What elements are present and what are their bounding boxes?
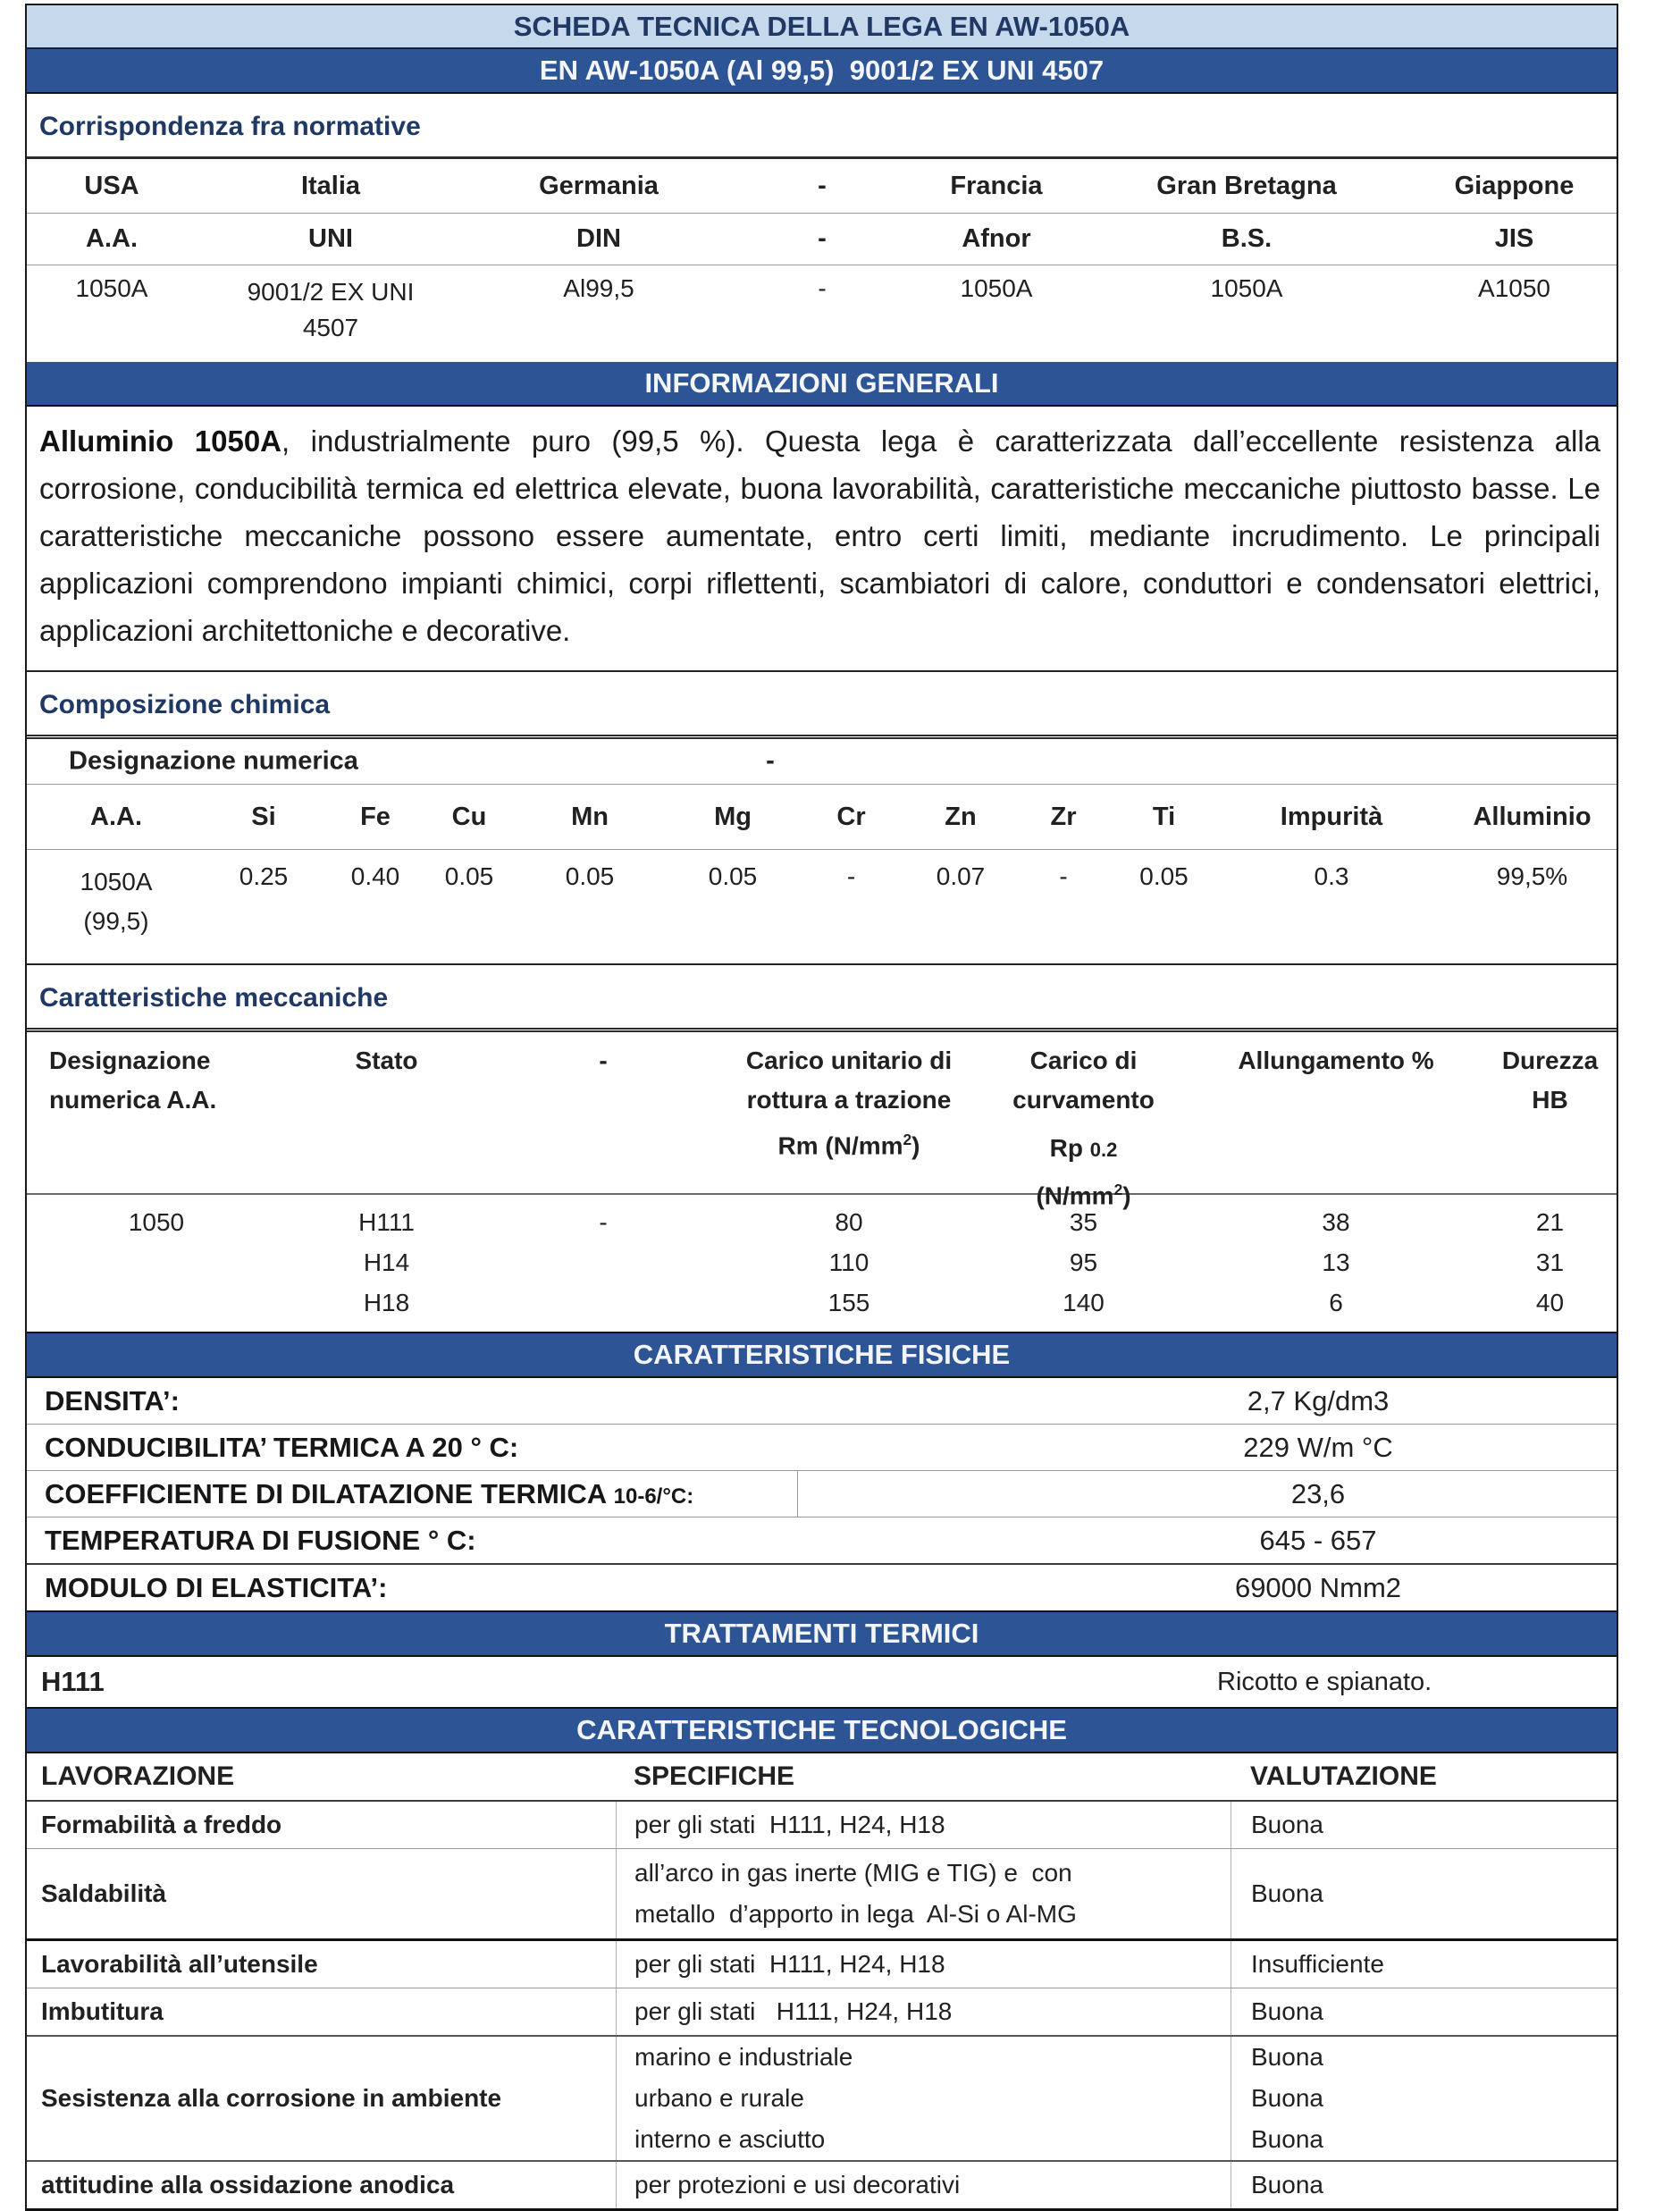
mechanical-row: [27, 1202, 1617, 1242]
mech-header-line: Carico di: [1029, 1047, 1138, 1074]
rm-formula: Rm (N/mm: [777, 1131, 903, 1160]
tech-row-imbutitura: [27, 1988, 1617, 2037]
designation-label: Designazione numerica: [69, 746, 358, 776]
mechanical-header-row: [27, 1032, 1617, 1210]
rm-formula-close: ): [911, 1131, 920, 1160]
mechanical-section-heading: Caratteristiche meccaniche: [27, 965, 1617, 1032]
physical-label-main: COEFFICIENTE DI DILATAZIONE TERMICA: [45, 1477, 614, 1509]
tech-spec-line: per gli stati H111, H24, H18: [634, 1811, 945, 1838]
tech-row-ossidazione-anodica: [27, 2162, 1617, 2208]
element-header: A.A.: [27, 785, 206, 850]
datasheet-document: [25, 4, 1618, 2211]
paragraph-lead: Alluminio 1050A: [39, 425, 282, 458]
tech-valutazione: [1231, 1988, 1617, 2035]
mech-header-allungamento: Allungamento %: [1238, 1047, 1434, 1074]
mech-header-designation: [27, 1041, 286, 1193]
element-value: 0.07: [936, 862, 986, 890]
tech-label: Formabilità a freddo: [41, 1811, 282, 1838]
tech-spec-line: per gli stati H111, H24, H18: [634, 1997, 953, 2025]
physical-band-title: CARATTERISTICHE FISICHE: [633, 1339, 1011, 1370]
page-subtitle: EN AW-1050A (Al 99,5) 9001/2 EX UNI 4507: [539, 55, 1105, 86]
physical-row-modulo: [27, 1565, 1617, 1610]
normative-organization-row: [27, 214, 1617, 265]
technological-band-title: CARATTERISTICHE TECNOLOGICHE: [576, 1714, 1067, 1745]
physical-label-unit: 10-6/°C:: [613, 1484, 694, 1509]
uni-line-1: 9001/2 EX UNI: [247, 278, 415, 306]
tech-val-line: Buona: [1251, 1811, 1323, 1838]
uni-line-2: 4507: [302, 314, 359, 341]
tech-valutazione: [1231, 1849, 1617, 1938]
designation-cell: 1050A: [75, 274, 148, 302]
technological-band: [27, 1707, 1617, 1753]
physical-row-coefficiente: [27, 1471, 1617, 1517]
chemical-section-heading: Composizione chimica: [27, 672, 1617, 739]
mechanical-data-rows: [27, 1195, 1617, 1332]
physical-value: 23,6: [1290, 1477, 1346, 1509]
normative-section-heading: Corrispondenza fra normative: [27, 94, 1617, 159]
element-header: Fe: [322, 785, 429, 850]
thermal-band: [27, 1610, 1617, 1657]
mech-allungamento: 6: [1329, 1288, 1343, 1316]
mech-hb: 40: [1535, 1288, 1565, 1316]
country-cell: Germania: [465, 159, 733, 214]
physical-band: [27, 1332, 1617, 1378]
rp-subscript: 0.2: [1089, 1139, 1118, 1161]
tech-label: Sesistenza alla corrosione in ambiente: [41, 2084, 502, 2112]
tech-label: Imbutitura: [41, 1997, 164, 2025]
rp-superscript: 2: [1113, 1181, 1123, 1198]
element-header: Zr: [1014, 785, 1113, 850]
tech-val-line: Buona: [1251, 2084, 1323, 2112]
organization-cell: -: [733, 214, 911, 265]
tech-spec-line: urbano e rurale: [634, 2084, 804, 2112]
element-value: 0.05: [708, 862, 758, 890]
rp-formula: (N/mm: [1036, 1181, 1114, 1210]
chemical-header-row: [27, 785, 1617, 850]
rm-superscript: 2: [903, 1131, 912, 1148]
page-title: SCHEDA TECNICA DELLA LEGA EN AW-1050A: [513, 10, 1130, 42]
country-cell: USA: [27, 159, 197, 214]
tech-label: Lavorabilità all’utensile: [41, 1950, 318, 1978]
mech-header-rm: [719, 1041, 979, 1193]
tech-lavorazione: [27, 1802, 616, 1848]
mech-rm: 155: [827, 1288, 870, 1316]
mech-header-line: Carico unitario di: [745, 1047, 953, 1074]
country-cell: -: [733, 159, 911, 214]
physical-value: 645 - 657: [1259, 1524, 1377, 1556]
subtitle-band: [27, 49, 1617, 94]
tech-val-line: Buona: [1251, 2125, 1323, 2153]
tech-specifiche: [616, 1941, 1231, 1988]
mech-header-durezza: [1483, 1041, 1617, 1193]
element-value: -: [846, 862, 856, 890]
element-header: Mn: [509, 785, 670, 850]
mech-allungamento: 38: [1322, 1207, 1350, 1236]
mech-header-line: curvamento: [1012, 1086, 1155, 1114]
mech-rm: 110: [828, 1248, 869, 1276]
organization-cell: B.S.: [1081, 214, 1412, 265]
tech-header-specifiche: SPECIFICHE: [634, 1761, 795, 1791]
designation-cell: 1050A: [1210, 274, 1283, 302]
tech-spec-line: marino e industriale: [634, 2043, 853, 2071]
element-header: Impurità: [1215, 785, 1448, 850]
tech-spec-line: interno e asciutto: [634, 2125, 826, 2153]
element-value: -: [1059, 862, 1068, 890]
normative-values-row: [27, 265, 1617, 363]
tech-header-valutazione: VALUTAZIONE: [1250, 1761, 1437, 1791]
tech-specifiche: [616, 1802, 1231, 1848]
tech-header-lavorazione: LAVORAZIONE: [41, 1761, 235, 1791]
tech-label: attitudine alla ossidazione anodica: [41, 2171, 455, 2198]
element-header: Ti: [1113, 785, 1215, 850]
element-value: 0.40: [350, 862, 400, 890]
tech-val-line: Buona: [1251, 1997, 1323, 2025]
thermal-band-title: TRATTAMENTI TERMICI: [664, 1618, 979, 1649]
tech-val-line: Insufficiente: [1251, 1950, 1384, 1978]
mech-rp: 95: [1069, 1248, 1098, 1276]
general-info-band: [27, 362, 1617, 407]
title-band: [27, 5, 1617, 49]
mech-header-line: [719, 1120, 979, 1165]
tech-spec-line: per protezioni e usi decorativi: [634, 2171, 961, 2198]
mech-rp: 140: [1063, 1288, 1105, 1316]
mech-stato: H18: [363, 1288, 410, 1316]
designation-cell: 1050A: [960, 274, 1033, 302]
tech-val-line: Buona: [1251, 1879, 1323, 1907]
organization-cell: UNI: [197, 214, 465, 265]
designation-value: -: [766, 746, 775, 776]
mech-header-dash: -: [599, 1047, 608, 1074]
rp-formula-close: ): [1122, 1181, 1131, 1210]
physical-label: MODULO DI ELASTICITA’:: [45, 1571, 388, 1603]
physical-row-temperatura: [27, 1517, 1617, 1565]
tech-lavorazione: [27, 1941, 616, 1988]
tech-specifiche: [616, 1849, 1231, 1938]
mechanical-row: [27, 1242, 1617, 1282]
country-cell: Francia: [911, 159, 1081, 214]
tech-valutazione: [1231, 1941, 1617, 1988]
organization-cell: DIN: [465, 214, 733, 265]
thermal-state: H111: [41, 1666, 105, 1697]
element-header: Alluminio: [1448, 785, 1617, 850]
tech-valutazione: [1231, 2162, 1617, 2208]
designation-cell: A1050: [1478, 274, 1550, 302]
chemical-table: [27, 785, 1617, 965]
designation-cell: -: [818, 274, 827, 302]
physical-label: CONDUCIBILITA’ TERMICA A 20 ° C:: [45, 1431, 519, 1463]
tech-val-line: Buona: [1251, 2043, 1323, 2071]
tech-valutazione: [1231, 2037, 1617, 2160]
mech-header-stato: Stato: [355, 1047, 418, 1074]
country-cell: Giappone: [1412, 159, 1617, 214]
element-value: 0.3: [1314, 862, 1349, 890]
element-value: 0.05: [1139, 862, 1189, 890]
mech-header-line: HB: [1532, 1086, 1568, 1114]
mech-rp: 35: [1069, 1207, 1098, 1236]
tech-specifiche: [616, 1988, 1231, 2035]
mech-header-line: Designazione: [49, 1047, 211, 1074]
mech-stato: H111: [358, 1207, 415, 1236]
element-header: Cr: [795, 785, 907, 850]
normative-table: [27, 159, 1617, 362]
mech-designation: 1050: [128, 1207, 185, 1236]
organization-cell: JIS: [1412, 214, 1617, 265]
tech-lavorazione: [27, 2037, 616, 2160]
tech-row-saldabilita: [27, 1849, 1617, 1941]
physical-value: 229 W/m °C: [1243, 1431, 1393, 1463]
mech-hb: 31: [1535, 1248, 1565, 1276]
technological-header-row: [27, 1753, 1617, 1802]
designation-cell-uni: [197, 265, 465, 363]
tech-row-resistenza-corrosione: [27, 2037, 1617, 2162]
physical-label: DENSITA’:: [45, 1384, 180, 1417]
designation-cell: Al99,5: [563, 274, 634, 302]
numeric-designation-row: [27, 739, 1617, 785]
organization-cell: Afnor: [911, 214, 1081, 265]
physical-row-conducibilita: [27, 1425, 1617, 1471]
mech-allungamento: 13: [1322, 1248, 1350, 1276]
mech-stato: H14: [363, 1248, 410, 1276]
tech-lavorazione: [27, 2162, 616, 2208]
mech-header-line: rottura a trazione: [746, 1086, 952, 1114]
element-value: 0.05: [565, 862, 615, 890]
element-header: Mg: [670, 785, 795, 850]
mech-header-line: numerica A.A.: [49, 1086, 217, 1114]
rp-symbol: Rp: [1049, 1134, 1090, 1162]
organization-cell: A.A.: [27, 214, 197, 265]
chemical-data-row: [27, 850, 1617, 965]
country-cell: Italia: [197, 159, 465, 214]
element-value: 0.25: [239, 862, 289, 890]
tech-label: Saldabilità: [41, 1879, 167, 1907]
tech-specifiche: [616, 2162, 1231, 2208]
physical-row-densita: [27, 1378, 1617, 1425]
alloy-line-1: 1050A: [80, 868, 153, 895]
physical-label: [27, 1478, 693, 1510]
element-header: Si: [206, 785, 322, 850]
tech-specifiche: [616, 2037, 1231, 2160]
element-value: 0.05: [444, 862, 494, 890]
element-value: 99,5%: [1496, 862, 1568, 890]
mech-hb: 21: [1535, 1207, 1565, 1236]
physical-value: 2,7 Kg/dm3: [1247, 1384, 1390, 1417]
physical-value: 69000 Nmm2: [1234, 1571, 1402, 1603]
thermal-row: [27, 1657, 1617, 1707]
mech-header-rp: [979, 1041, 1189, 1210]
tech-spec-line: all’arco in gas inerte (MIG e TIG) e con: [634, 1859, 1072, 1887]
physical-label: TEMPERATURA DI FUSIONE ° C:: [45, 1524, 476, 1556]
tech-lavorazione: [27, 1849, 616, 1938]
thermal-description: Ricotto e spianato.: [1217, 1667, 1432, 1696]
country-cell: Gran Bretagna: [1081, 159, 1412, 214]
cell-divider: [797, 1471, 798, 1517]
mechanical-row: [27, 1282, 1617, 1323]
tech-valutazione: [1231, 1802, 1617, 1848]
mech-header-line: [979, 1129, 1189, 1170]
tech-val-line: Buona: [1251, 2171, 1323, 2198]
tech-lavorazione: [27, 1988, 616, 2035]
normative-country-row: [27, 159, 1617, 214]
alloy-line-2: (99,5): [83, 907, 149, 935]
element-header: Zn: [907, 785, 1014, 850]
paragraph-body: , industrialmente puro (99,5 %). Questa lega è caratterizzata dall’eccellente resistenza alla corrosione, conducibilità termica ed elettrica elevate, buona lavorabilità, caratteristiche meccaniche piuttosto basse. Le caratteristiche meccaniche possono essere aumentate, entro certi limiti, mediante incrudimento. Le principali applicazioni comprendono impianti chimici, corpi riflettenti, scambiatori di calore, conduttori e condensatori elettrici, applicazioni architettoniche e decorative.: [39, 425, 1601, 647]
tech-spec-line: per gli stati H111, H24, H18: [634, 1950, 945, 1978]
mech-rm: 80: [835, 1207, 863, 1236]
general-info-paragraph: [27, 407, 1617, 672]
tech-row-lavorabilita: [27, 1941, 1617, 1988]
general-info-band-title: INFORMAZIONI GENERALI: [644, 367, 999, 399]
alloy-cell: [27, 850, 206, 965]
tech-spec-line: metallo d’apporto in lega Al-Si o Al-MG: [634, 1900, 1077, 1928]
tech-row-formabilita: [27, 1802, 1617, 1849]
element-header: Cu: [429, 785, 509, 850]
mech-header-line: Durezza: [1501, 1047, 1599, 1074]
mech-dash: -: [599, 1207, 608, 1236]
